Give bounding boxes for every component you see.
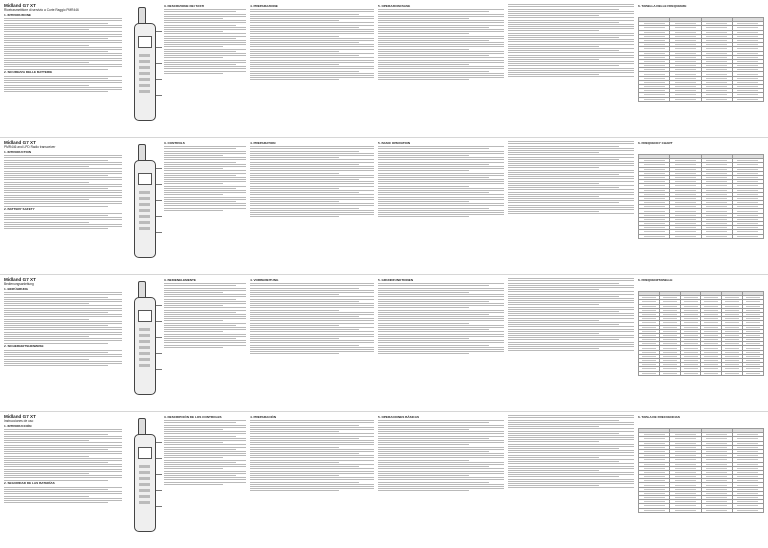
text-block xyxy=(4,18,122,69)
column-basic-operation xyxy=(378,414,504,546)
manual-subtitle: Instrucciones de uso xyxy=(4,419,34,423)
section-heading: 5. OPERAZIONI BASE xyxy=(378,3,411,8)
section-heading: 4. PREPARACIÓN xyxy=(250,414,277,419)
column-preparation xyxy=(250,277,374,409)
radio-illustration xyxy=(126,281,162,401)
section-heading: 4. PREPARATION xyxy=(250,140,276,145)
manual-subtitle: Bedienungsanleitung xyxy=(4,282,34,286)
column-frequency-chart xyxy=(638,3,764,135)
section-heading: 6. FREQUENZTABELLE xyxy=(638,277,673,282)
column-functions xyxy=(508,3,634,135)
section-heading: 1. EINFÜHRUNG xyxy=(4,286,29,291)
radio-illustration xyxy=(126,7,162,127)
manual-sheet-italian xyxy=(0,0,768,138)
column-intro xyxy=(4,277,122,409)
text-block xyxy=(508,141,634,214)
manual-title: Midland G7 XT xyxy=(4,277,36,282)
text-block xyxy=(4,76,122,92)
text-block xyxy=(4,213,122,229)
text-block xyxy=(250,146,374,217)
column-controls xyxy=(126,277,246,409)
text-block xyxy=(4,155,122,206)
section-heading: 4. VORBEREITUNG xyxy=(250,277,279,282)
text-block xyxy=(4,292,122,343)
frequency-table xyxy=(638,154,764,239)
manual-title: Midland G7 XT xyxy=(4,414,36,419)
text-block xyxy=(164,146,246,210)
column-frequency-chart xyxy=(638,140,764,272)
section-heading: 2. SEGURIDAD DE LAS BATERÍAS xyxy=(4,481,55,486)
column-controls xyxy=(126,3,246,135)
section-heading: 2. SICHERHEITSHINWEISE xyxy=(4,344,44,349)
text-block xyxy=(378,9,504,80)
text-block xyxy=(250,9,374,80)
section-heading: 1. INTRODUCCIÓN xyxy=(4,423,32,428)
frequency-table xyxy=(638,17,764,102)
column-intro xyxy=(4,3,122,135)
column-basic-operation xyxy=(378,277,504,409)
text-block xyxy=(378,283,504,354)
text-block xyxy=(250,420,374,491)
section-heading: 6. TABELLA DELLE FREQUENZE xyxy=(638,3,687,8)
column-functions xyxy=(508,140,634,272)
text-block xyxy=(4,429,122,480)
section-heading: 4. PREPARAZIONE xyxy=(250,3,278,8)
column-intro xyxy=(4,140,122,272)
section-heading: 6. FREQUENCY CHART xyxy=(638,140,673,145)
text-block xyxy=(164,9,246,73)
text-block xyxy=(164,420,246,484)
frequency-table xyxy=(638,428,764,513)
manual-subtitle: Ricetrasmettitore di servizio a Corte Raggio PMR446 xyxy=(4,8,79,12)
section-heading: 5. GRUNDFUNKTIONEN xyxy=(378,277,414,282)
section-heading: 1. INTRODUCTION xyxy=(4,149,32,154)
text-block xyxy=(4,350,122,366)
manual-title: Midland G7 XT xyxy=(4,3,36,8)
column-functions xyxy=(508,277,634,409)
radio-illustration xyxy=(126,418,162,538)
section-heading: 3. DESCRIPCIÓN DE LOS CONTROLES xyxy=(164,414,222,419)
text-block xyxy=(378,420,504,491)
text-block xyxy=(250,283,374,354)
manual-sheet-english xyxy=(0,137,768,275)
column-basic-operation xyxy=(378,140,504,272)
text-block xyxy=(508,278,634,351)
section-heading: 3. BEDIENELEMENTE xyxy=(164,277,196,282)
manual-sheet-spanish xyxy=(0,411,768,548)
section-heading: 5. BASIC OPERATION xyxy=(378,140,411,145)
column-preparation xyxy=(250,140,374,272)
section-heading: 3. DESCRIZIONE DEI TASTI xyxy=(164,3,205,8)
section-heading: 1. INTRODUZIONE xyxy=(4,12,31,17)
section-heading: 2. SICUREZZA DELLE BATTERIE xyxy=(4,70,53,75)
column-functions xyxy=(508,414,634,546)
section-heading: 6. TABLA DE FRECUENCIAS xyxy=(638,414,680,419)
frequency-table xyxy=(638,291,764,376)
manual-sheet-german xyxy=(0,274,768,412)
column-preparation xyxy=(250,414,374,546)
section-heading: 3. CONTROLS xyxy=(164,140,185,145)
text-block xyxy=(4,487,122,503)
radio-illustration xyxy=(126,144,162,264)
text-block xyxy=(508,4,634,77)
column-preparation xyxy=(250,3,374,135)
section-heading: 2. BATTERY SAFETY xyxy=(4,207,35,212)
text-block xyxy=(164,283,246,347)
manual-title: Midland G7 XT xyxy=(4,140,36,145)
manual-subtitle: PMR446 and LPD Radio transceiver xyxy=(4,145,56,149)
column-intro xyxy=(4,414,122,546)
column-basic-operation xyxy=(378,3,504,135)
column-frequency-chart xyxy=(638,414,764,546)
column-controls xyxy=(126,414,246,546)
column-controls xyxy=(126,140,246,272)
section-heading: 5. OPERACIONES BÁSICAS xyxy=(378,414,420,419)
column-frequency-chart xyxy=(638,277,764,409)
text-block xyxy=(508,415,634,488)
text-block xyxy=(378,146,504,217)
